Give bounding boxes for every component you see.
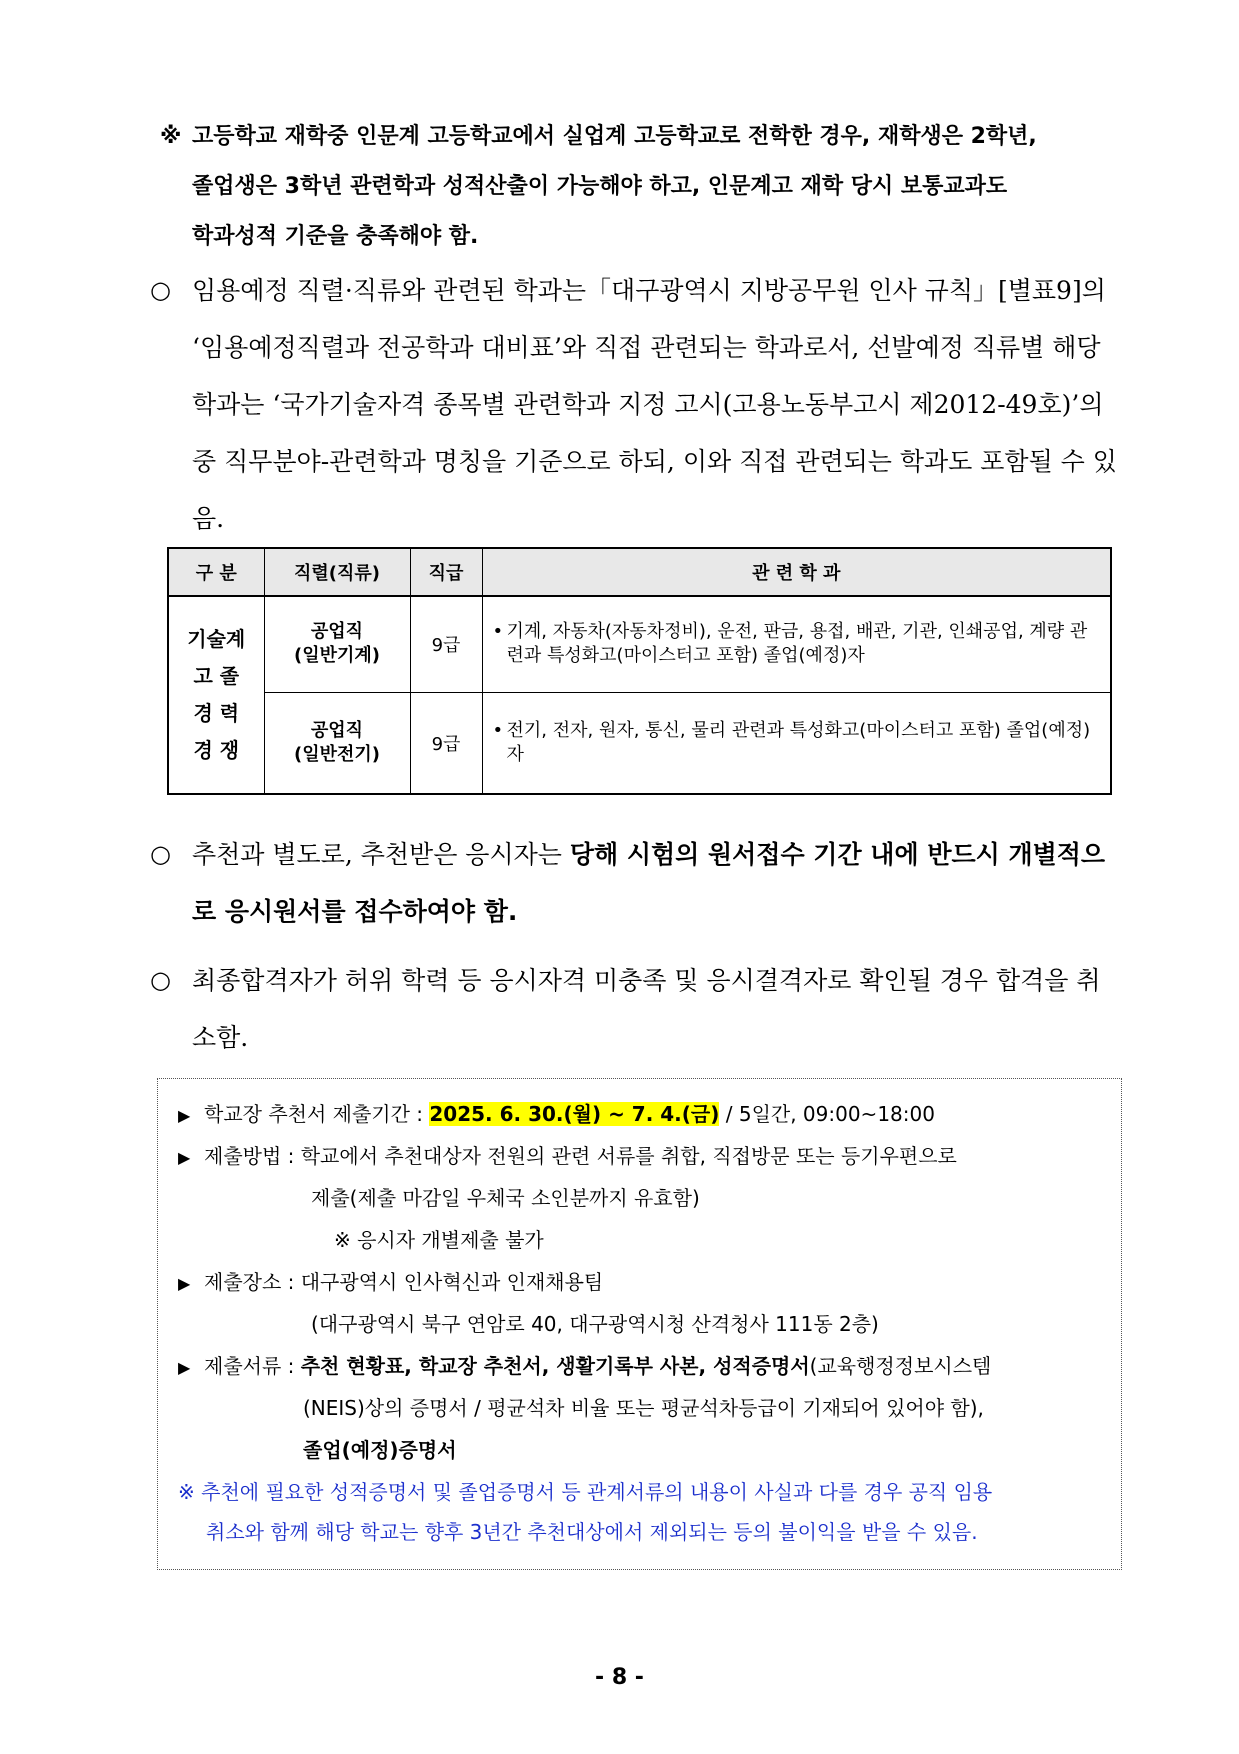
department-text: 기계, 자동차(자동차정비), 운전, 판금, 용접, 배관, 기관, 인쇄공업, 계량 관련과 특성화고(마이스터고 포함) 졸업(예정)자 xyxy=(506,621,1088,667)
page-number: - 8 - xyxy=(595,1665,644,1690)
circle-bullet: ○ xyxy=(150,276,171,304)
note-line: 고등학교 재학중 인문계 고등학교에서 실업계 고등학교로 전학한 경우, 재학생은 2학년, xyxy=(192,124,1037,149)
submission-place-row xyxy=(178,1261,1108,1305)
paragraph-text: 임용예정 직렬·직류와 관련된 학과는「대구광역시 지방공무원 인사 규칙」[별표9]의 ‘임용예정직렬과 전공학과 대비표’와 직접 관련되는 학과로서, 선발예정 직류별 해당학과는 ‘국가기술자격 종목별 관련학과 지정 고시(고용노동부고시 제2012-49호)’의 중 직무분야-관련학과 명칭을 기준으로 하되, 이와 직접 관련되는 학과도 포함될 수 있음. xyxy=(192,276,1117,533)
documents-text: (교육행정정보시스템 xyxy=(809,1354,992,1378)
warning-line-1 xyxy=(178,1471,1108,1513)
arrow-icon: ▶ xyxy=(178,1148,191,1167)
eligibility-table xyxy=(167,547,1112,795)
place-address: (대구광역시 북구 연암로 40, 대구광역시청 산격청사 111동 2층) xyxy=(311,1312,879,1336)
documents-line-2: (NEIS)상의 증명서 / 평균석차 비율 또는 평균석차등급이 기재되어 있어야 함), xyxy=(303,1396,984,1420)
job-class: (일반전기) xyxy=(293,743,380,765)
submission-period-row xyxy=(178,1093,1108,1137)
note-line: 졸업생은 3학년 관련학과 성적산출이 가능해야 하고, 인문계고 재학 당시 보통교과도 xyxy=(192,174,1008,199)
submission-method-row xyxy=(178,1135,1108,1179)
header-job-series: 직렬(직류) xyxy=(264,548,410,596)
job-series: 공업직 xyxy=(310,719,364,741)
category-line: 경 력 xyxy=(193,701,240,725)
paragraph-text xyxy=(192,826,1122,940)
reference-mark: ※ xyxy=(160,124,182,149)
method-note: ※ 응시자 개별제출 불가 xyxy=(334,1228,544,1252)
submission-info-box xyxy=(157,1078,1122,1570)
warning-line-2: 취소와 함께 해당 학교는 향후 3년간 추천대상에서 제외되는 등의 불이익을 받을 수 있음. xyxy=(206,1520,978,1544)
period-detail: / 5일간, 09:00~18:00 xyxy=(719,1102,935,1126)
table-row xyxy=(168,692,1111,794)
circle-bullet: ○ xyxy=(150,840,171,868)
label: 제출장소 : xyxy=(204,1270,301,1294)
department-cell xyxy=(482,596,1111,692)
department-text: 전기, 전자, 원자, 통신, 물리 관련과 특성화고(마이스터고 포함) 졸업(예정)자 xyxy=(506,719,1091,765)
paragraph-text: 최종합격자가 허위 학력 등 응시자격 미충족 및 응시결격자로 확인될 경우 합격을 취소함. xyxy=(192,966,1101,1052)
category-cell xyxy=(168,596,264,794)
table-header-row xyxy=(168,548,1111,596)
job-class: (일반기계) xyxy=(293,645,380,667)
paragraph-separate-application xyxy=(150,826,1122,940)
header-grade: 직급 xyxy=(410,548,482,596)
arrow-icon: ▶ xyxy=(178,1274,191,1293)
note-line: 학과성적 기준을 충족해야 함. xyxy=(192,224,479,249)
paragraph-cancellation xyxy=(150,952,1122,1066)
arrow-icon: ▶ xyxy=(178,1358,191,1377)
place-text: 대구광역시 인사혁신과 인재채용팀 xyxy=(300,1270,604,1294)
header-departments: 관 련 학 과 xyxy=(482,548,1111,596)
method-text-continued: 제출(제출 마감일 우체국 소인분까지 유효함) xyxy=(311,1186,700,1210)
label: 제출방법 : xyxy=(204,1144,301,1168)
category-line: 기술계 xyxy=(187,627,246,651)
method-text: 학교에서 추천대상자 전원의 관련 서류를 취합, 직접방문 또는 등기우편으로 xyxy=(300,1144,957,1168)
warning-text: 추천에 필요한 성적증명서 및 졸업증명서 등 관계서류의 내용이 사실과 다를 경우 공직 임용 xyxy=(201,1480,993,1504)
reference-mark: ※ xyxy=(178,1480,195,1504)
documents-line-3: 졸업(예정)증명서 xyxy=(303,1438,457,1462)
dot-bullet: • xyxy=(492,719,504,741)
circle-bullet: ○ xyxy=(150,966,171,994)
emphasis-text: 당해 시험의 원서접수 기간 내에 반드시 개별적으로 응시원서를 접수하여야 함. xyxy=(192,840,1106,926)
grade-cell: 9급 xyxy=(410,692,482,794)
submission-documents-row xyxy=(178,1345,1108,1389)
department-cell xyxy=(482,692,1111,794)
category-line: 고 졸 xyxy=(193,664,240,688)
category-line: 경 쟁 xyxy=(193,738,240,762)
label: 제출서류 : xyxy=(204,1354,301,1378)
header-category: 구 분 xyxy=(168,548,264,596)
dot-bullet: • xyxy=(492,621,504,643)
label: 학교장 추천서 제출기간 : xyxy=(204,1102,430,1126)
job-series-cell xyxy=(264,596,410,692)
grade-cell: 9급 xyxy=(410,596,482,692)
paragraph-related-departments xyxy=(150,262,1122,547)
table-row xyxy=(168,596,1111,692)
notice-note xyxy=(160,112,1120,262)
job-series: 공업직 xyxy=(310,621,364,643)
plain-text: 추천과 별도로, 추천받은 응시자는 xyxy=(192,840,570,869)
job-series-cell xyxy=(264,692,410,794)
documents-bold: 추천 현황표, 학교장 추천서, 생활기록부 사본, 성적증명서 xyxy=(300,1354,810,1378)
arrow-icon: ▶ xyxy=(178,1106,191,1125)
highlighted-date: 2025. 6. 30.(월) ~ 7. 4.(금) xyxy=(429,1102,720,1126)
